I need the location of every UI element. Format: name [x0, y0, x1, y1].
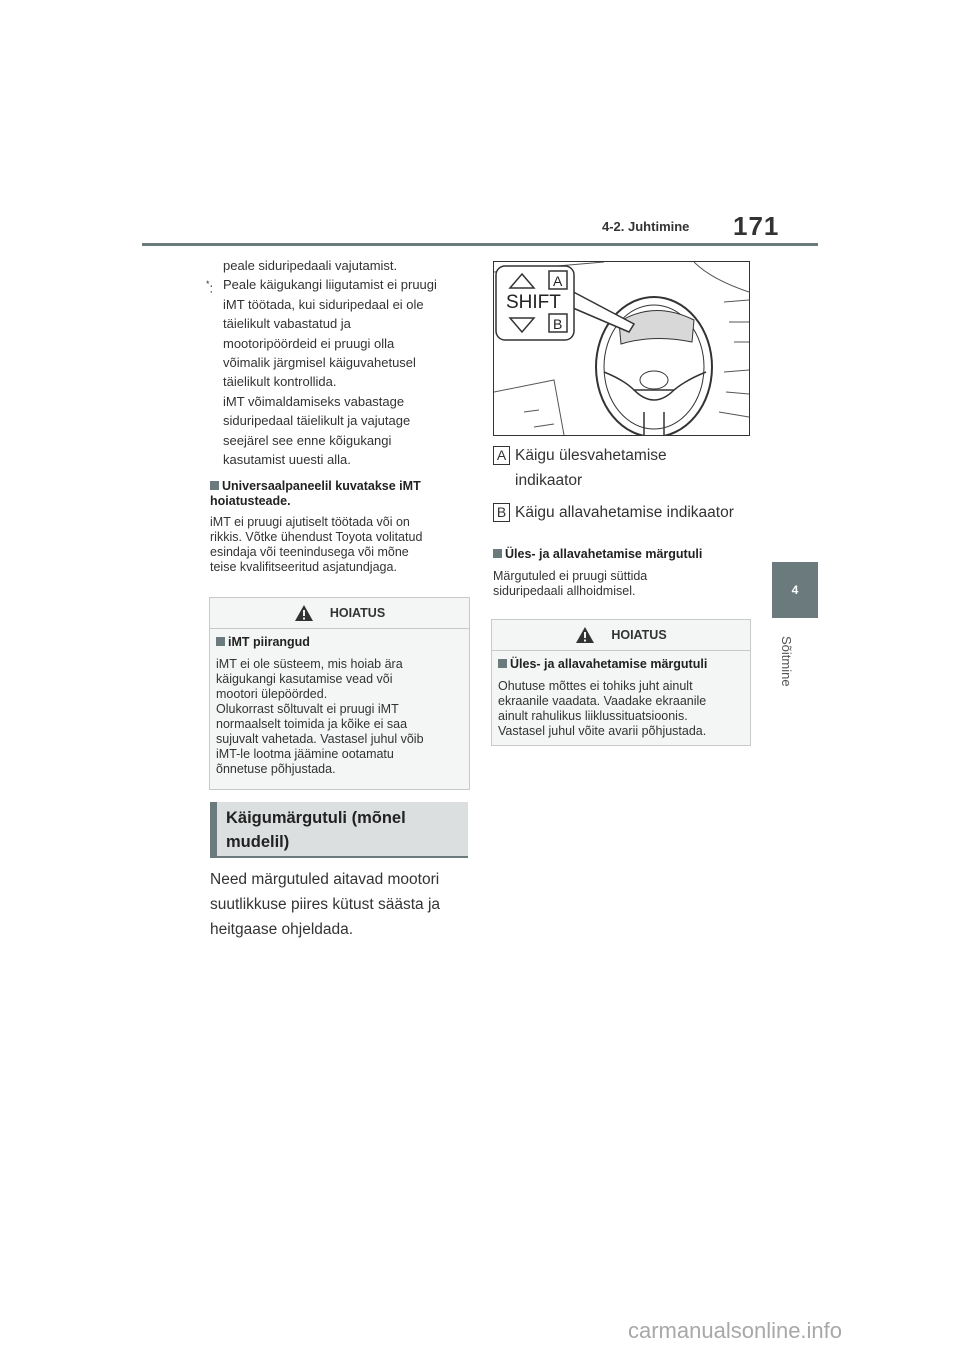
intro-paragraph: Need märgutuled aitavad mootori suutlikkuse piires kütust säästa ja heitgaase ohjeldada.	[210, 871, 441, 938]
warning-title: HOIATUS	[611, 628, 667, 642]
shift-indicator-figure	[493, 261, 750, 436]
warning-box-imt	[209, 597, 470, 790]
indicator-text: Märgutuled ei pruugi süttida siduripedaali allhoidmisel.	[493, 569, 648, 598]
shift-label: SHIFT	[506, 292, 561, 313]
square-bullet-icon	[210, 481, 219, 490]
footnote-line: peale siduripedaali vajutamist.	[223, 258, 398, 273]
footnote-line: mootoripöördeid ei pruugi olla	[223, 335, 395, 351]
warning-box-indicator	[491, 619, 751, 746]
footnote-line: siduripedaal täielikult ja vajutage	[223, 413, 411, 429]
warning-text: iMT ei ole süsteem, mis hoiab ära käigukangi kasutamise vead või mootori ülepöörded. Olukorrast sõltuvalt ei pruugi iMT normaalselt toimida ja kõike ei saa sujuvalt vahetada. Vastasel juhul võib iMT-le lootma jäämine ootamatu õnnetuse põhjustada.	[216, 657, 424, 776]
figure-label-a: A	[553, 273, 563, 289]
section-title: 4-2. Juhtimine	[602, 219, 690, 234]
warning-header	[210, 598, 469, 629]
page-number: 171	[733, 211, 780, 241]
square-bullet-icon	[216, 637, 225, 646]
legend-item-b: B Käigu allavahetamise indikaator	[493, 500, 763, 525]
chapter-number: 4	[791, 583, 799, 597]
warning-triangle-icon	[294, 604, 314, 622]
legend-key-a: A	[493, 446, 510, 465]
section-heading: Käigumärgutuli (mõnel mudelil)	[210, 802, 468, 858]
legend-key-b: B	[493, 503, 510, 522]
warning-header	[492, 620, 750, 651]
warning-triangle-icon	[575, 626, 595, 644]
warning-subheading: iMT piirangud	[216, 635, 463, 650]
chapter-tab	[772, 562, 818, 618]
legend-item-a: A Käigu ülesvahetamise indikaator	[493, 443, 763, 493]
universal-panel-text: iMT ei pruugi ajutiselt töötada või on rikkis. Võtke ühendust Toyota volitatud esindaja või teenindusega või mõne teise kvalifitseeritud asjatundjaga.	[210, 515, 423, 574]
footnote-line: *: Peale käigukangi liigutamist ei pruugi	[218, 275, 478, 294]
indicator-heading: Üles- ja allavahetamise märgutuli	[493, 547, 753, 562]
footnote-line: täielikult kontrollida.	[223, 374, 337, 390]
square-bullet-icon	[493, 549, 502, 558]
footnote-line: iMT töötada, kui siduripedaal ei ole	[223, 296, 424, 312]
footnote-line: seejärel see enne kõigukangi	[223, 432, 392, 448]
figure-label-b: B	[553, 316, 563, 332]
footnote-line: täielikult vabastatud ja	[223, 316, 351, 332]
square-bullet-icon	[498, 659, 507, 668]
dashboard-illustration	[494, 262, 749, 435]
footnote-line: võimalik järgmisel käiguvahetusel	[223, 355, 416, 371]
header-rule	[142, 243, 818, 246]
footnote-line: kasutamist uuesti alla.	[223, 452, 351, 468]
figure-legend	[493, 443, 763, 525]
warning-text: Ohutuse mõttes ei tohiks juht ainult ekraanile vaadata. Vaadake ekraanile ainult rahulikus liiklussituatsioonis. Vastasel juhul võite avarii põhjustada.	[498, 679, 707, 738]
warning-subheading: Üles- ja allavahetamise märgutuli	[498, 657, 744, 672]
footnote-line: iMT võimaldamiseks vabastage	[223, 393, 405, 409]
warning-title: HOIATUS	[329, 606, 386, 620]
footnote	[206, 256, 478, 469]
chapter-label: Sõitmine	[779, 636, 794, 687]
watermark: carmanualsonline.info	[628, 1318, 843, 1343]
universal-panel-heading: Universaalpaneelil kuvatakse iMT hoiatusteade.	[210, 479, 421, 508]
footnote-marker: *:	[206, 279, 214, 296]
